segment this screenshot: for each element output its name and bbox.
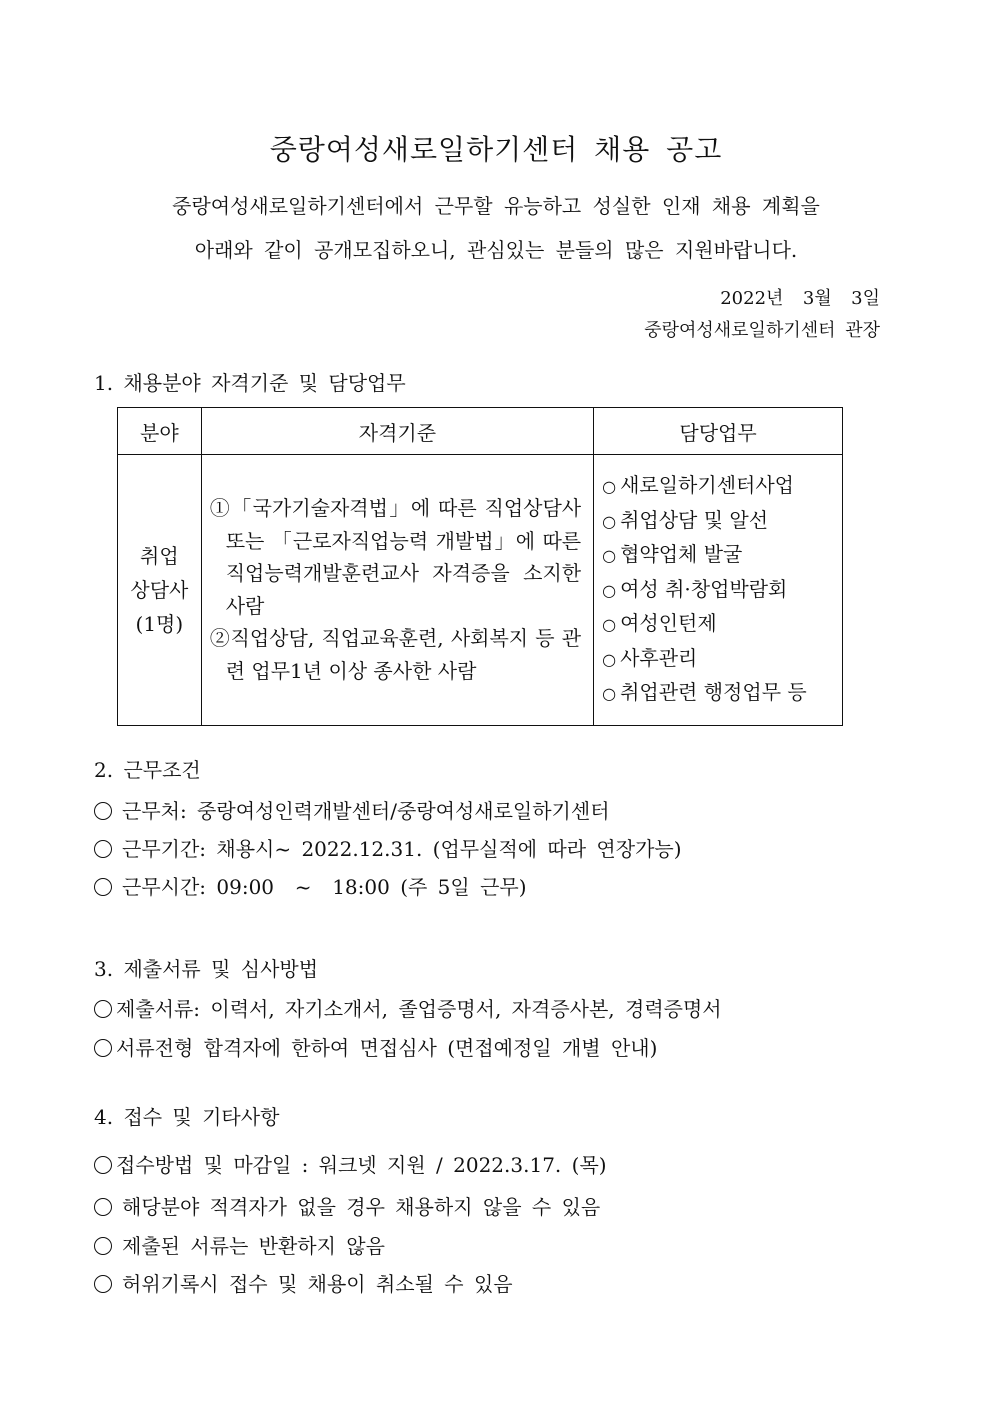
list-item [94, 833, 682, 862]
page-title: 중랑여성새로일하기센터 채용 공고 [269, 133, 723, 166]
list-item [602, 676, 836, 711]
list-item [602, 538, 836, 573]
table-header-row [118, 408, 843, 455]
section-1-title: 1. 채용분야 자격기준 및 담당업무 [94, 371, 406, 395]
duty-text: 새로일하기센터사업 [620, 473, 794, 497]
list-item [94, 1230, 385, 1259]
bullet-circle-icon: ○ [602, 684, 617, 703]
list-item [94, 1191, 600, 1220]
condition-text: 근무시간: 09:00 ~ 18:00 (주 5일 근무) [122, 875, 527, 899]
header-duties: 담당업무 [594, 408, 843, 455]
duty-text: 여성 취·창업박람회 [620, 576, 788, 601]
list-item [602, 469, 836, 504]
qualification-item: ①「국가기술자격법」에 따른 직업상담사 또는 「근로자직업능력 개발법」에 따른 직업능력개발훈련교사 자격증을 소지한 사람 [209, 496, 582, 618]
duty-text: 협약업체 발굴 [620, 542, 743, 566]
field-line: 취업 [140, 543, 179, 568]
condition-text: 근무기간: 채용시~ 2022.12.31. (업무실적에 따라 연장가능) [122, 837, 682, 861]
bullet-circle-icon: ○ [602, 477, 617, 496]
issuer: 중랑여성새로일하기센터 관장 [644, 320, 880, 341]
field-line: (1명) [135, 611, 184, 636]
bullet-circle-icon: ○ [602, 615, 617, 634]
circle-bullet-icon [94, 840, 112, 858]
document-text: 제출서류: 이력서, 자기소개서, 졸업증명서, 자격증사본, 경력증명서 [116, 997, 722, 1021]
list-item [602, 573, 836, 608]
list-item [602, 504, 836, 539]
qualification-cell [201, 455, 593, 726]
list-item [94, 1149, 607, 1178]
intro-line-2: 아래와 같이 공개모집하오니, 관심있는 분들의 많은 지원바랍니다. [194, 238, 798, 262]
circle-bullet-icon [94, 802, 112, 820]
duties-cell [594, 455, 843, 726]
qualification-item: ②직업상담, 직업교육훈련, 사회복지 등 관련 업무1년 이상 종사한 사람 [209, 626, 582, 683]
bullet-circle-icon: ○ [602, 580, 617, 600]
list-item [602, 642, 836, 677]
notice-text: 접수방법 및 마감일 : 워크넷 지원 / 2022.3.17. (목) [116, 1153, 607, 1177]
circle-bullet-icon [94, 1039, 112, 1057]
notice-text: 허위기록시 접수 및 채용이 취소될 수 있음 [122, 1272, 513, 1296]
circle-bullet-icon [94, 1275, 112, 1293]
duty-text: 취업상담 및 알선 [620, 507, 769, 532]
bullet-circle-icon: ○ [602, 511, 617, 531]
header-field: 분야 [118, 408, 202, 455]
notice-text: 해당분야 적격자가 없을 경우 채용하지 않을 수 있음 [122, 1195, 601, 1219]
list-item [94, 993, 722, 1022]
bullet-circle-icon: ○ [602, 546, 617, 565]
header-qualification: 자격기준 [201, 408, 593, 455]
duty-text: 사후관리 [620, 645, 698, 670]
list-item [94, 871, 527, 900]
recruitment-table [117, 407, 843, 726]
list-item [602, 607, 836, 642]
section-2-title: 2. 근무조건 [94, 758, 201, 782]
circle-bullet-icon [94, 1000, 112, 1018]
circle-bullet-icon [94, 1237, 112, 1255]
section-3-title: 3. 제출서류 및 심사방법 [94, 957, 319, 981]
list-item [94, 1268, 513, 1297]
circle-bullet-icon [94, 878, 112, 896]
announcement-date: 2022년 3월 3일 [720, 288, 880, 309]
field-line: 상담사 [130, 577, 189, 602]
bullet-circle-icon: ○ [602, 649, 617, 669]
section-4-title: 4. 접수 및 기타사항 [94, 1105, 280, 1129]
circle-bullet-icon [94, 1156, 112, 1174]
circle-bullet-icon [94, 1198, 112, 1216]
list-item [94, 1032, 657, 1061]
table-row [118, 455, 843, 726]
document-text: 서류전형 합격자에 한하여 면접심사 (면접예정일 개별 안내) [116, 1036, 658, 1060]
list-item [94, 795, 610, 824]
field-cell [118, 455, 202, 726]
duty-text: 취업관련 행정업무 등 [620, 680, 807, 704]
duty-text: 여성인턴제 [620, 611, 717, 635]
notice-text: 제출된 서류는 반환하지 않음 [122, 1234, 385, 1258]
intro-line-1: 중랑여성새로일하기센터에서 근무할 유능하고 성실한 인재 채용 계획을 [172, 194, 820, 218]
condition-text: 근무처: 중랑여성인력개발센터/중랑여성새로일하기센터 [122, 799, 610, 823]
